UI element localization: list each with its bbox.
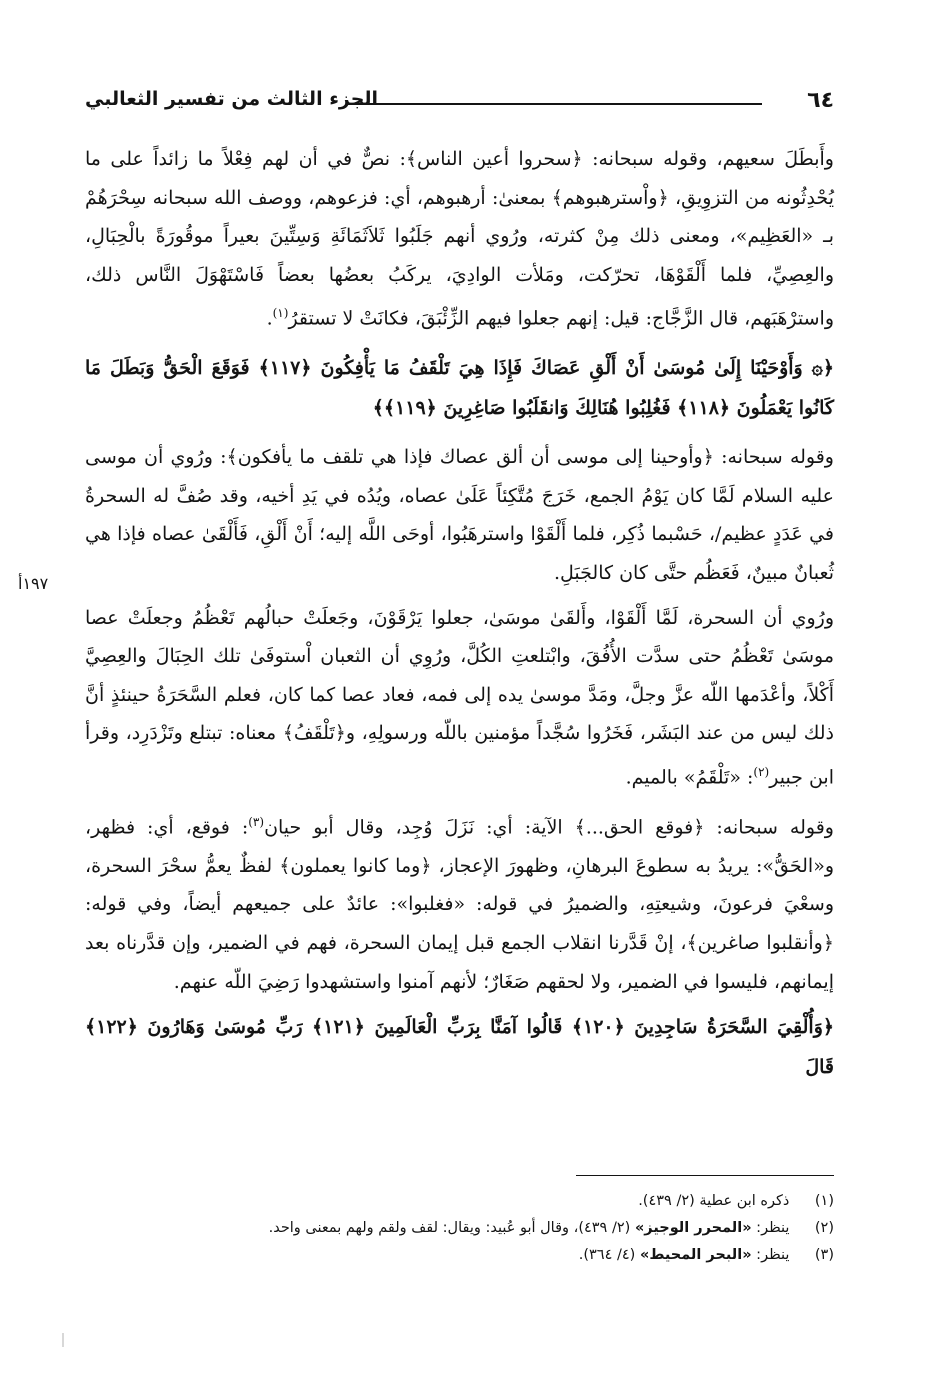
paragraph-1-end: . <box>266 307 273 330</box>
quran-verse-2: ﴿وَأُلْقِيَ السَّحَرَةُ سَاجِدِينَ ﴿١٢٠﴾ قَالُوا آمَنَّا بِرَبِّ الْعَالَمِينَ ﴿١٢١﴾ رَبِّ مُوسَىٰ وَهَارُونَ ﴿١٢٢﴾ قَالَ <box>85 1016 835 1079</box>
paragraph-1 <box>85 140 834 338</box>
running-title: الجزء الثالث من تفسير الثعالبي <box>85 88 379 110</box>
paragraph-2: وقوله سبحانه: ﴿وأوحينا إلى موسى أن ألق عصاك فإذا هي تلقف ما يأفكون﴾: ورُوي أن موسى عليه السلام لَمَّا كان يَوْمُ الجمع، خَرَجَ مُتَّكِئاً عَلَىٰ عصاه، ويُدُه في يَدِ أخيه، وقد صُفَّ له السحرةُ في عَدَدٍ عظيم/، حَسْبما ذُكِر، فلما أَلْقَوْا واسترهَبُوا، أوحَى اللَّه إليه؛ أَنْ أَلْقِ، فَأَلْقَىٰ عصاه فإذا هي ثُعبانٌ مبينٌ، فَعَظُم حتَّى كان كالجَبَلِ. <box>85 446 834 585</box>
margin-folio-note: ١٩٧أ <box>18 574 49 593</box>
footnote-number: (٢) <box>814 1220 834 1236</box>
paragraph-4-text-a: وقوله سبحانه: ﴿فوقع الحق...﴾ الآية: أي: نَزَلَ وُجِد، وقال أبو حيان <box>264 816 834 839</box>
paragraph-3-end: : «تَلْقَمُ» بالميم. <box>625 766 754 789</box>
main-text <box>85 140 834 1087</box>
footnote-source-title: «المحرر الوجيز» <box>634 1220 752 1236</box>
footnote-text: (٤/ ٣٦٤). <box>578 1247 636 1263</box>
page-number: ٦٤ <box>807 88 834 113</box>
footnote-source-title: «البحر المحيط» <box>639 1247 752 1263</box>
footnote-number: (٣) <box>814 1247 834 1263</box>
footnote-ref-2: (٢) <box>753 765 770 780</box>
footnote-text: (٢/ ٤٣٩)، وقال أبو عُبيد: ويقال: لقف ولقم ولهم بمعنى واحد. <box>268 1220 631 1236</box>
footnote-2 <box>85 1215 834 1242</box>
footnote-1 <box>85 1188 834 1215</box>
footnote-separator <box>576 1175 834 1176</box>
quran-verse-1: ﴿۞ وَأَوْحَيْنَا إِلَىٰ مُوسَىٰ أَنْ أَلْقِ عَصَاكَ فَإِذَا هِيَ تَلْقَفُ مَا يَأْفِكُونَ ﴿١١٧﴾ فَوَقَعَ الْحَقُّ وَبَطَلَ مَا كَانُوا يَعْمَلُونَ ﴿١١٨﴾ فَغُلِبُوا هُنَالِكَ وَانقَلَبُوا صَاغِرِينَ ﴿١١٩﴾﴾ <box>85 357 834 420</box>
footnote-3 <box>85 1242 834 1269</box>
header-rule <box>347 103 762 105</box>
footnote-prefix: ينظر: <box>751 1220 790 1236</box>
paragraph-4 <box>85 803 834 1001</box>
paragraph-4-text-b: : فوقع، أي: فظهر، و«الحَقُّ»: يريدُ به سطوعَ البرهانِ، وظهورَ الإعجاز، ﴿وما كانوا يعملون﴾ لفظٌ يعمُّ سحْرَ السحرة، وسعْيَ فرعونَ، وشيعتِهِ، والضميرُ في قوله: «فغلبوا»: عائدٌ على جميعهم أيضاً، وفي قوله: ﴿وأنقلبوا صاغرين﴾، إنْ قَدَّرنا انقلاب الجمع قبل إيمان السحرة، فهم في الضمير، وإن قدَّرناه بعد إيمانهم، فليسوا في الضمير، ولا لحقهم صَغَارٌ؛ لأنهم آمنوا واستشهدوا رَضِيَ اللّه عنهم. <box>85 816 834 993</box>
footnote-text: ذكره ابن عطية (٢/ ٤٣٩). <box>638 1193 790 1209</box>
paragraph-3 <box>85 599 834 797</box>
footnote-prefix: ينظر: <box>751 1247 790 1263</box>
scan-mark <box>62 1333 64 1347</box>
paragraph-1-text: وأَبطَلَ سعيهم، وقوله سبحانه: ﴿سحروا أعين الناس﴾: نصٌّ في أن لهم فِعْلاً ما زائداً على ما يُحْدِثُونه من التزوِيقِ، ﴿واْسترهبوهم﴾ بمعنىٰ: أرهبوهم، أي: فزعوهم، ووصف الله سبحانه سِحْرَهُمْ بـ «العَظِيم»، ومعنى ذلك مِنْ كثرته، ورُوي أنهم جَلَبُوا ثَلاَثَمَائَةِ وَسِتِّينَ بعيراً موقُورَةً بالْحِبَالِ، والعِصِيِّ، فلما أَلْقَوْهَا، تحرّكت، ومَلأت الوادِيَ، يركَبُ بعضُها بعضاً فَاسْتَهْوَلَ النَّاس ذلك، واسترْهَبَهم، قال الزَّجَّاج: قيل: إنهم جعلوا فيهم الزِّئْبَقَ، فكانَتْ لا تستقرُ <box>85 148 834 330</box>
paragraph-3-text: ورُوي أن السحرة، لَمَّا أَلْقَوْا، وأَلقَىٰ موسَىٰ، جعلوا يَرْقَوْنَ، وجَعلَتْ حبالُهم تَعْظُمُ وجعلَتْ عصا موسَىٰ تَعْظُمُ حتى سدَّت الأُفُقَ، وابْتلعتِ الكُلَّ، ورُوِي أن الثعبان اْستوفَىٰ تلك الحِبَالَ والعِصِيَّ أَكْلاً، وأعْدَمها اللّه عزَّ وجلَّ، ومَدَّ موسىٰ يده إلى فمه، فعاد عصا كما كان، فعلم السَّحَرَةُ حينئذٍ أنَّ ذلك ليس من عند البَشَر، فَخَرُوا سُجَّداً مؤمنين باللّه ورسولِهِ، و﴿تَلْقَفُ﴾ معناه: تبتلع وتَزْدَرِد، وقرأ ابن جبير <box>85 606 834 789</box>
footnotes <box>85 1188 834 1269</box>
footnote-ref-3: (٣) <box>248 814 265 829</box>
page-header <box>85 86 834 120</box>
footnote-number: (١) <box>814 1193 834 1209</box>
footnote-ref-1: (١) <box>272 306 289 321</box>
